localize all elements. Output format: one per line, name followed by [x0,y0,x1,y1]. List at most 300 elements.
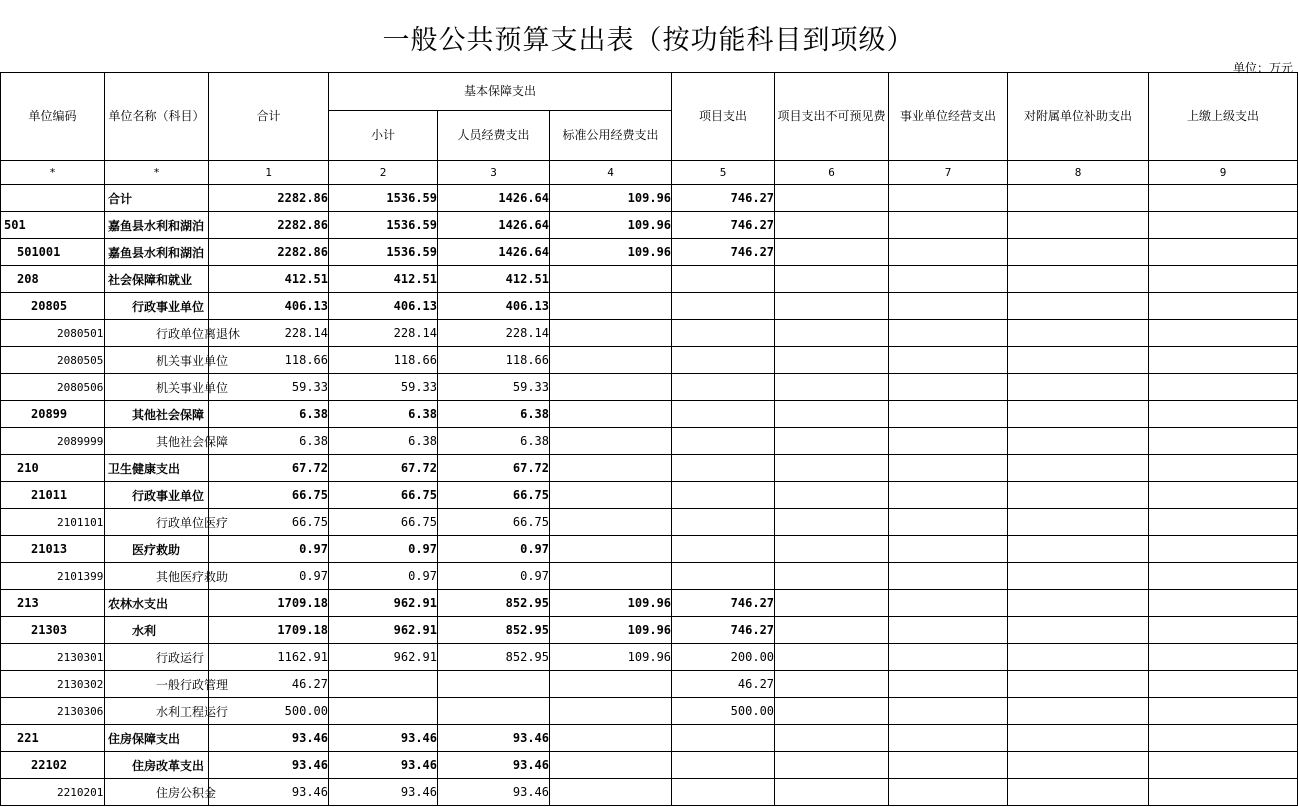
cell-c2: 0.97 [329,563,438,590]
cell-c2: 66.75 [329,509,438,536]
cell-c4: 109.96 [550,644,672,671]
cell-c1: 1162.91 [209,644,329,671]
cell-c3: 1426.64 [438,185,550,212]
cell-c9 [1149,779,1298,806]
cell-c3: 406.13 [438,293,550,320]
cell-c5 [672,509,775,536]
cell-c6 [775,293,889,320]
cell-c8 [1008,644,1149,671]
cell-c5 [672,482,775,509]
cell-c9 [1149,644,1298,671]
index-cell: 2 [329,161,438,185]
cell-c7 [889,239,1008,266]
header-subsidy: 对附属单位补助支出 [1008,73,1149,161]
cell-c3: 6.38 [438,401,550,428]
cell-c7 [889,671,1008,698]
cell-c7 [889,374,1008,401]
cell-c7 [889,509,1008,536]
table-row [1,725,1298,752]
cell-c2: 93.46 [329,779,438,806]
cell-c6 [775,644,889,671]
cell-c3: 66.75 [438,509,550,536]
cell-c4 [550,698,672,725]
row-name: 医疗救助 [105,536,209,563]
cell-c3: 412.51 [438,266,550,293]
cell-c4 [550,482,672,509]
cell-c6 [775,752,889,779]
row-name: 行政事业单位 [105,482,209,509]
cell-c9 [1149,428,1298,455]
budget-table [0,72,1298,806]
cell-c1: 46.27 [209,671,329,698]
table-row [1,212,1298,239]
cell-c6 [775,482,889,509]
cell-c1: 93.46 [209,779,329,806]
cell-c4 [550,752,672,779]
cell-c3: 1426.64 [438,239,550,266]
cell-c8 [1008,401,1149,428]
cell-c5: 746.27 [672,212,775,239]
cell-c8 [1008,617,1149,644]
row-name: 住房改革支出 [105,752,209,779]
table-row [1,536,1298,563]
cell-c9 [1149,698,1298,725]
cell-c7 [889,293,1008,320]
cell-c8 [1008,671,1149,698]
cell-c1: 1709.18 [209,617,329,644]
cell-c1: 66.75 [209,482,329,509]
row-code: 2210201 [1,779,105,806]
cell-c6 [775,590,889,617]
cell-c8 [1008,320,1149,347]
table-row [1,455,1298,482]
cell-c2: 1536.59 [329,185,438,212]
cell-c9 [1149,293,1298,320]
cell-c5: 500.00 [672,698,775,725]
cell-c3 [438,671,550,698]
cell-c5 [672,266,775,293]
row-name: 农林水支出 [105,590,209,617]
cell-c2: 962.91 [329,617,438,644]
row-code: 2080501 [1,320,105,347]
cell-c6 [775,536,889,563]
index-row [1,161,1298,185]
cell-c8 [1008,698,1149,725]
header-unit-code: 单位编码 [1,73,105,161]
cell-c3: 0.97 [438,563,550,590]
cell-c9 [1149,617,1298,644]
cell-c7 [889,455,1008,482]
header-total: 合计 [209,73,329,161]
row-name: 机关事业单位 [105,374,209,401]
cell-c8 [1008,752,1149,779]
cell-c7 [889,563,1008,590]
row-name: 社会保障和就业 [105,266,209,293]
cell-c7 [889,266,1008,293]
cell-c5 [672,752,775,779]
cell-c1: 6.38 [209,428,329,455]
cell-c8 [1008,239,1149,266]
index-cell: 5 [672,161,775,185]
index-cell: 3 [438,161,550,185]
cell-c6 [775,266,889,293]
cell-c5 [672,779,775,806]
cell-c8 [1008,266,1149,293]
cell-c3: 852.95 [438,590,550,617]
table-row [1,374,1298,401]
cell-c1: 412.51 [209,266,329,293]
cell-c1: 59.33 [209,374,329,401]
index-cell: 4 [550,161,672,185]
cell-c8 [1008,536,1149,563]
row-name: 其他医疗救助 [105,563,209,590]
row-code: 2080505 [1,347,105,374]
cell-c7 [889,320,1008,347]
cell-c7 [889,590,1008,617]
cell-c6 [775,617,889,644]
index-cell: 7 [889,161,1008,185]
cell-c9 [1149,347,1298,374]
row-code: 2130301 [1,644,105,671]
cell-c2: 962.91 [329,644,438,671]
cell-c1: 0.97 [209,536,329,563]
index-cell: 1 [209,161,329,185]
cell-c9 [1149,212,1298,239]
cell-c8 [1008,347,1149,374]
cell-c1: 66.75 [209,509,329,536]
cell-c1: 93.46 [209,725,329,752]
header-subtotal: 小计 [329,111,438,161]
cell-c2: 228.14 [329,320,438,347]
row-name: 合计 [105,185,209,212]
row-code: 21011 [1,482,105,509]
row-code: 2130302 [1,671,105,698]
header-unit-name: 单位名称（科目） [105,73,209,161]
cell-c8 [1008,374,1149,401]
cell-c7 [889,212,1008,239]
index-cell: * [105,161,209,185]
row-name: 行政事业单位 [105,293,209,320]
cell-c7 [889,536,1008,563]
page-title: 一般公共预算支出表（按功能科目到项级） [382,25,915,56]
row-name: 水利 [105,617,209,644]
row-name: 卫生健康支出 [105,455,209,482]
header-business-ops: 事业单位经营支出 [889,73,1008,161]
cell-c5 [672,401,775,428]
cell-c5: 46.27 [672,671,775,698]
cell-c3 [438,698,550,725]
cell-c5: 746.27 [672,185,775,212]
row-code: 20805 [1,293,105,320]
cell-c4 [550,509,672,536]
cell-c3: 118.66 [438,347,550,374]
cell-c9 [1149,320,1298,347]
table-row [1,698,1298,725]
cell-c6 [775,401,889,428]
cell-c5: 746.27 [672,617,775,644]
row-code: 213 [1,590,105,617]
cell-c9 [1149,374,1298,401]
cell-c2: 1536.59 [329,239,438,266]
cell-c4 [550,671,672,698]
row-code: 2080506 [1,374,105,401]
cell-c5 [672,563,775,590]
row-code: 2130306 [1,698,105,725]
cell-c6 [775,779,889,806]
table-row [1,266,1298,293]
cell-c3: 93.46 [438,779,550,806]
cell-c5 [672,293,775,320]
cell-c7 [889,725,1008,752]
table-row [1,779,1298,806]
cell-c3: 852.95 [438,644,550,671]
cell-c4 [550,320,672,347]
cell-c2: 93.46 [329,725,438,752]
cell-c1: 118.66 [209,347,329,374]
cell-c2: 962.91 [329,590,438,617]
cell-c2: 0.97 [329,536,438,563]
header-remit: 上缴上级支出 [1149,73,1298,161]
cell-c6 [775,671,889,698]
table-row [1,482,1298,509]
cell-c7 [889,185,1008,212]
cell-c6 [775,185,889,212]
cell-c5: 200.00 [672,644,775,671]
cell-c9 [1149,455,1298,482]
cell-c8 [1008,509,1149,536]
cell-c3: 59.33 [438,374,550,401]
row-code: 22102 [1,752,105,779]
cell-c1: 67.72 [209,455,329,482]
cell-c2: 59.33 [329,374,438,401]
cell-c5 [672,374,775,401]
cell-c2: 6.38 [329,401,438,428]
row-name: 行政单位医疗 [105,509,209,536]
cell-c4 [550,428,672,455]
cell-c6 [775,320,889,347]
cell-c7 [889,779,1008,806]
table-row [1,617,1298,644]
row-name: 嘉鱼县水利和湖泊 [105,212,209,239]
cell-c6 [775,698,889,725]
cell-c4 [550,779,672,806]
cell-c4 [550,347,672,374]
cell-c9 [1149,509,1298,536]
cell-c1: 6.38 [209,401,329,428]
table-row [1,293,1298,320]
table-row [1,644,1298,671]
cell-c5 [672,428,775,455]
table-row [1,185,1298,212]
cell-c7 [889,698,1008,725]
row-code: 21303 [1,617,105,644]
row-name: 水利工程运行 [105,698,209,725]
cell-c9 [1149,401,1298,428]
table-body [1,185,1298,806]
cell-c3: 66.75 [438,482,550,509]
cell-c9 [1149,725,1298,752]
cell-c7 [889,401,1008,428]
row-name: 一般行政管理 [105,671,209,698]
cell-c1: 2282.86 [209,212,329,239]
row-name: 其他社会保障 [105,401,209,428]
cell-c9 [1149,590,1298,617]
table-row [1,590,1298,617]
cell-c4 [550,266,672,293]
cell-c2: 412.51 [329,266,438,293]
index-cell: 8 [1008,161,1149,185]
cell-c3: 1426.64 [438,212,550,239]
cell-c3: 93.46 [438,725,550,752]
row-code: 208 [1,266,105,293]
cell-c6 [775,725,889,752]
cell-c9 [1149,266,1298,293]
cell-c1: 228.14 [209,320,329,347]
cell-c7 [889,428,1008,455]
cell-c5 [672,536,775,563]
cell-c9 [1149,563,1298,590]
cell-c5 [672,725,775,752]
cell-c8 [1008,563,1149,590]
header-personnel: 人员经费支出 [438,111,550,161]
cell-c8 [1008,455,1149,482]
table-row [1,428,1298,455]
cell-c8 [1008,725,1149,752]
row-code: 2089999 [1,428,105,455]
row-code: 21013 [1,536,105,563]
cell-c1: 2282.86 [209,185,329,212]
cell-c8 [1008,212,1149,239]
cell-c4 [550,374,672,401]
row-name: 住房公积金 [105,779,209,806]
cell-c6 [775,509,889,536]
cell-c5 [672,455,775,482]
cell-c7 [889,752,1008,779]
cell-c9 [1149,239,1298,266]
header-project: 项目支出 [672,73,775,161]
cell-c5 [672,347,775,374]
table-row [1,239,1298,266]
cell-c1: 93.46 [209,752,329,779]
cell-c1: 2282.86 [209,239,329,266]
row-code: 501 [1,212,105,239]
cell-c6 [775,212,889,239]
cell-c1: 406.13 [209,293,329,320]
cell-c6 [775,239,889,266]
table-row [1,509,1298,536]
cell-c6 [775,374,889,401]
cell-c1: 500.00 [209,698,329,725]
cell-c4 [550,293,672,320]
index-cell: 9 [1149,161,1298,185]
table-row [1,671,1298,698]
row-name: 嘉鱼县水利和湖泊 [105,239,209,266]
row-code: 210 [1,455,105,482]
row-name: 行政单位离退休 [105,320,209,347]
cell-c5: 746.27 [672,239,775,266]
cell-c4: 109.96 [550,617,672,644]
cell-c1: 0.97 [209,563,329,590]
header-basic-group: 基本保障支出 [329,73,672,111]
cell-c7 [889,482,1008,509]
cell-c6 [775,428,889,455]
cell-c4: 109.96 [550,185,672,212]
cell-c6 [775,347,889,374]
cell-c8 [1008,482,1149,509]
cell-c9 [1149,185,1298,212]
cell-c3: 67.72 [438,455,550,482]
table-row [1,320,1298,347]
cell-c8 [1008,185,1149,212]
cell-c2: 118.66 [329,347,438,374]
row-name: 住房保障支出 [105,725,209,752]
cell-c8 [1008,779,1149,806]
cell-c2: 406.13 [329,293,438,320]
cell-c2: 67.72 [329,455,438,482]
cell-c3: 6.38 [438,428,550,455]
cell-c8 [1008,293,1149,320]
cell-c2 [329,698,438,725]
row-code: 501001 [1,239,105,266]
table-row [1,563,1298,590]
row-name: 行政运行 [105,644,209,671]
row-code [1,185,105,212]
cell-c9 [1149,536,1298,563]
index-cell: 6 [775,161,889,185]
cell-c4 [550,401,672,428]
cell-c4 [550,536,672,563]
row-code: 221 [1,725,105,752]
cell-c4: 109.96 [550,212,672,239]
cell-c3: 852.95 [438,617,550,644]
cell-c4 [550,455,672,482]
cell-c2: 6.38 [329,428,438,455]
table-row [1,401,1298,428]
cell-c6 [775,563,889,590]
row-name: 其他社会保障 [105,428,209,455]
cell-c2: 93.46 [329,752,438,779]
table-row [1,347,1298,374]
row-code: 2101399 [1,563,105,590]
header-project-unforeseen: 项目支出不可预见费 [775,73,889,161]
unit-label: 单位：万元 [1232,61,1293,75]
header-public-std: 标准公用经费支出 [550,111,672,161]
row-name: 机关事业单位 [105,347,209,374]
cell-c3: 93.46 [438,752,550,779]
cell-c2: 66.75 [329,482,438,509]
row-code: 20899 [1,401,105,428]
cell-c5: 746.27 [672,590,775,617]
cell-c9 [1149,752,1298,779]
cell-c3: 228.14 [438,320,550,347]
cell-c2 [329,671,438,698]
cell-c4 [550,563,672,590]
cell-c1: 1709.18 [209,590,329,617]
cell-c7 [889,347,1008,374]
cell-c4: 109.96 [550,239,672,266]
cell-c4 [550,725,672,752]
cell-c7 [889,644,1008,671]
cell-c7 [889,617,1008,644]
cell-c4: 109.96 [550,590,672,617]
cell-c3: 0.97 [438,536,550,563]
cell-c9 [1149,482,1298,509]
cell-c8 [1008,590,1149,617]
table-row [1,752,1298,779]
row-code: 2101101 [1,509,105,536]
cell-c6 [775,455,889,482]
cell-c5 [672,320,775,347]
